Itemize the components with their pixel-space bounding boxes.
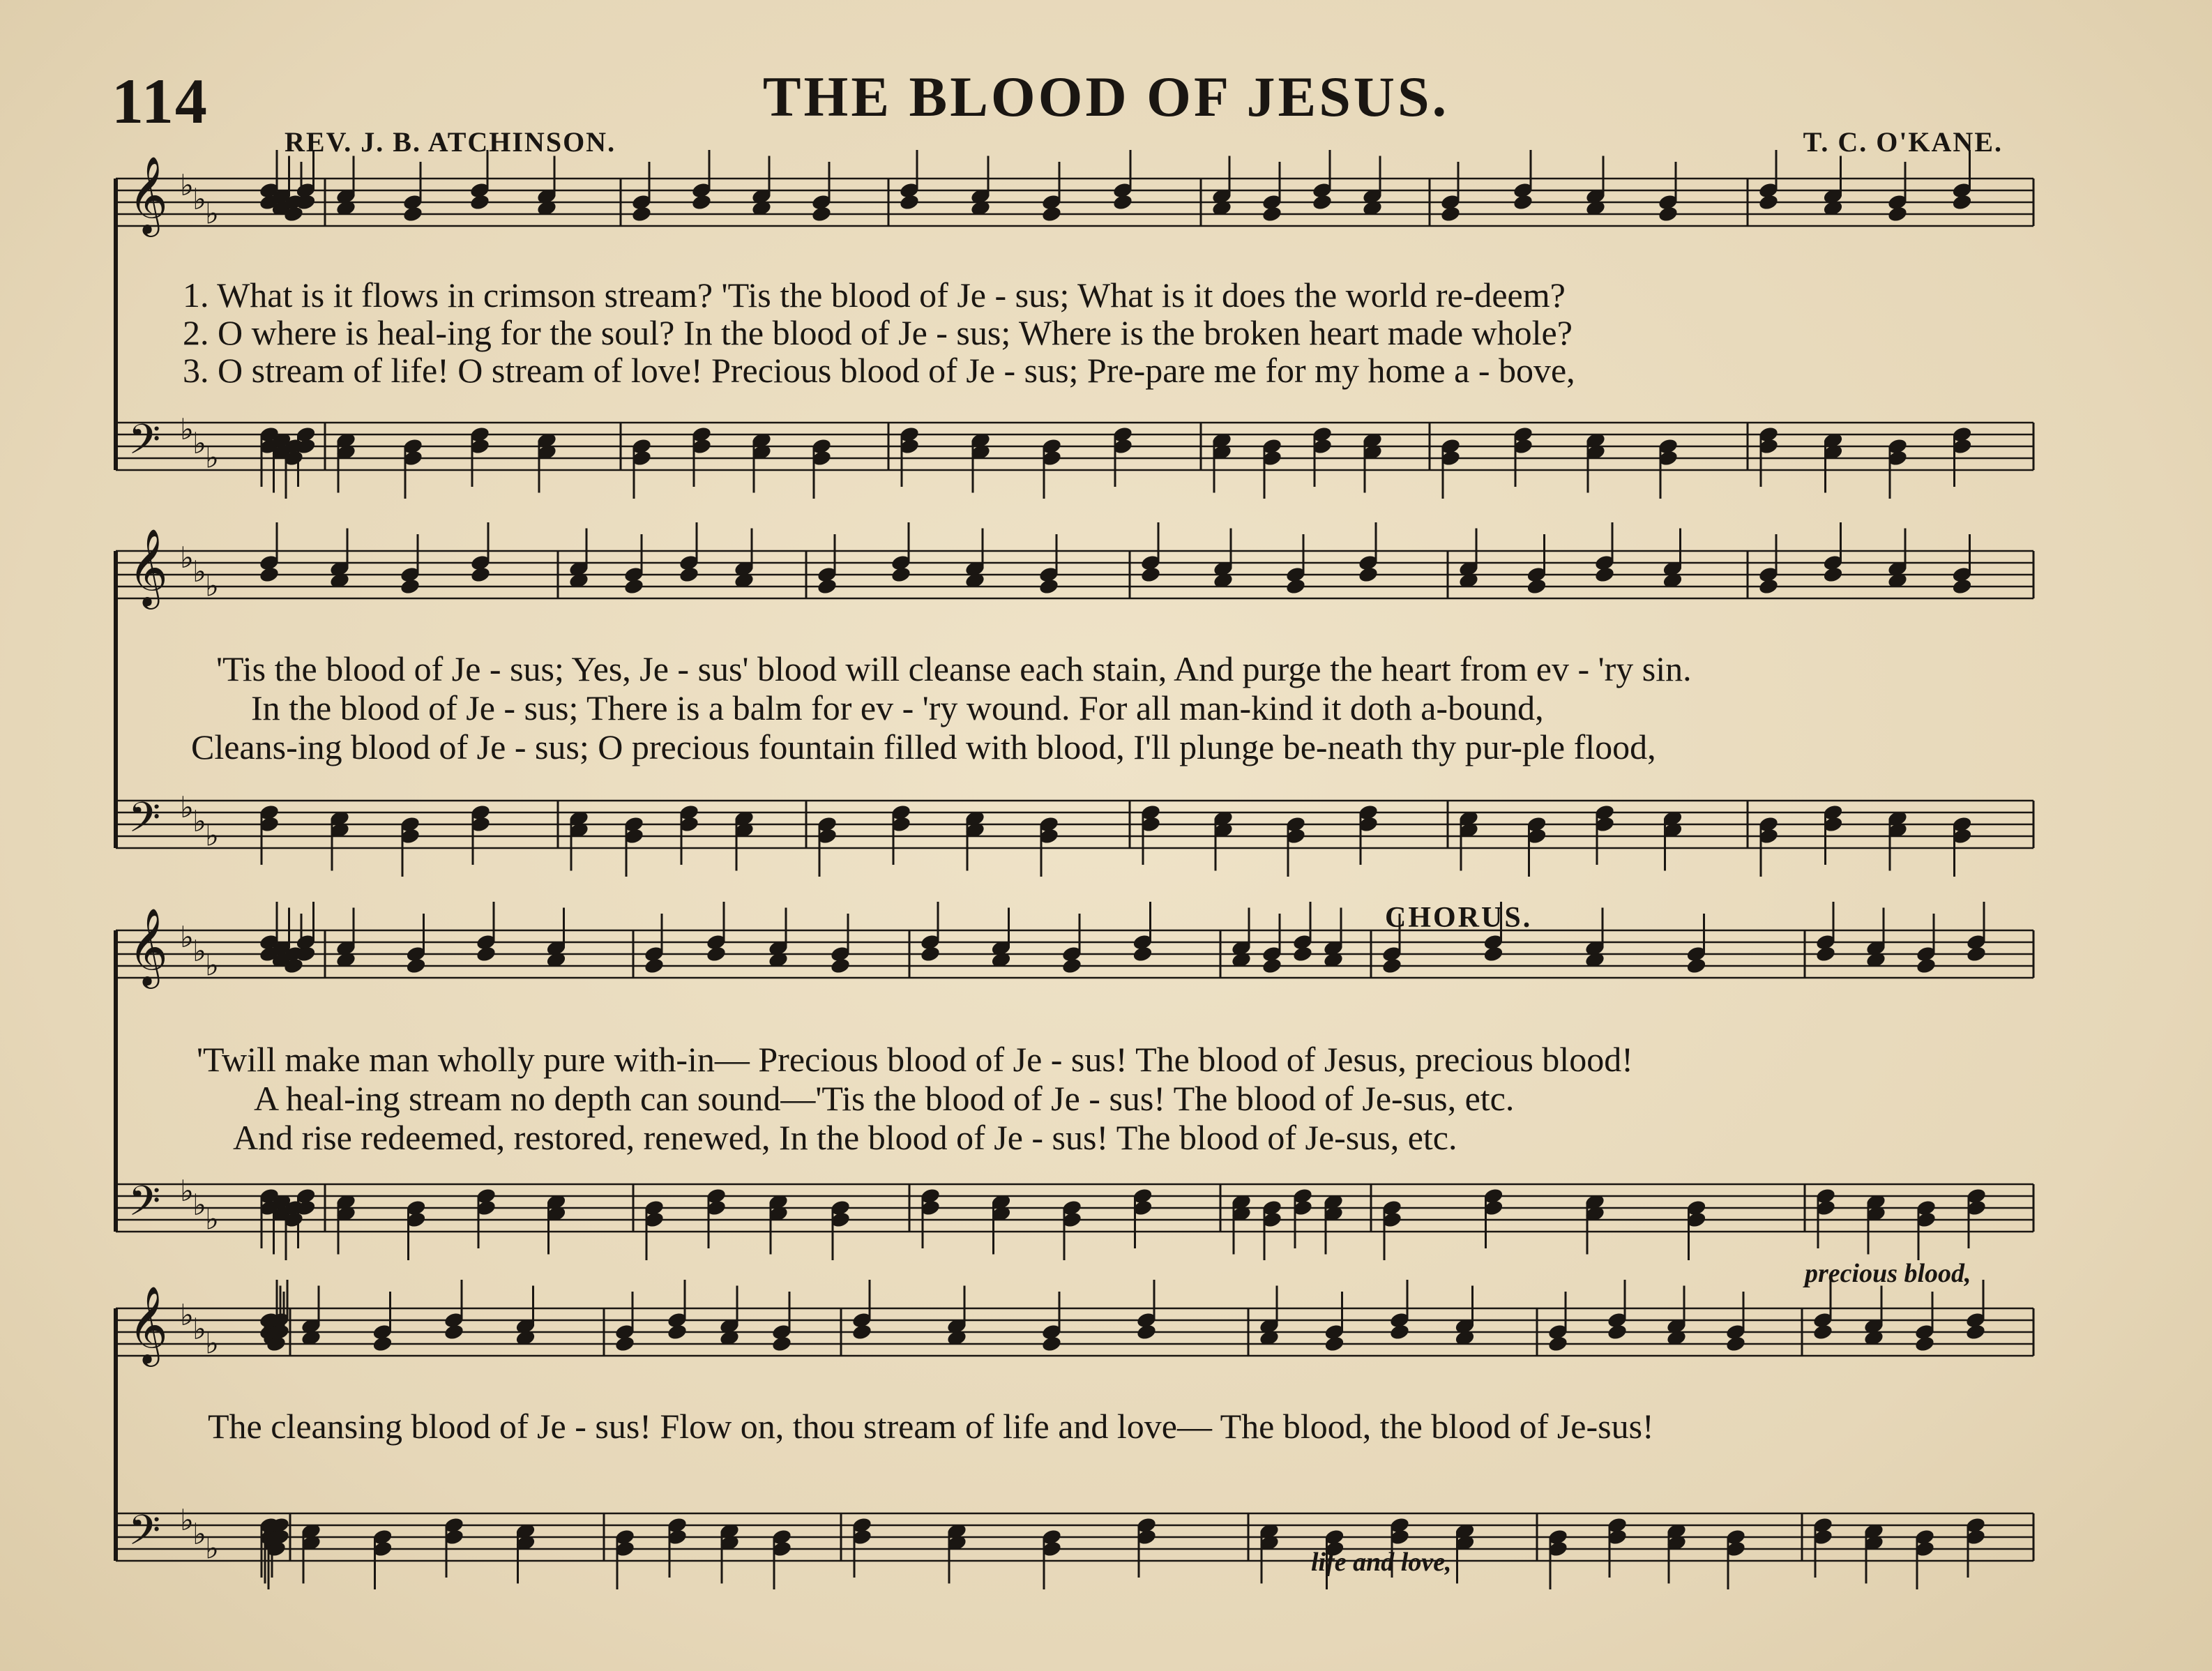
flat-sign-icon: ♭	[180, 540, 194, 575]
note-head	[631, 205, 653, 223]
note-head	[1132, 945, 1153, 963]
treble-clef-icon: 𝄞	[128, 528, 168, 607]
note-head	[1041, 1335, 1063, 1353]
lyricist-credit: REV. J. B. ATCHINSON.	[285, 126, 616, 158]
note-head	[1685, 957, 1707, 975]
lyric-line: And rise redeemed, restored, renewed, In the blood of Je - sus! The blood of Je-sus, etc.	[233, 1118, 1457, 1157]
note-head	[817, 577, 838, 596]
note-head	[470, 566, 492, 584]
flat-sign-icon: ♭	[192, 554, 206, 589]
note-head	[811, 205, 833, 223]
bass-clef-icon: 𝄢	[128, 1177, 161, 1236]
note-head	[1140, 566, 1162, 584]
flat-sign-icon: ♭	[180, 1502, 194, 1537]
flat-sign-icon: ♭	[192, 182, 206, 217]
bass-clef-icon: 𝄢	[128, 793, 161, 852]
lyric-line: The cleansing blood of Je - sus! Flow on, thou stream of life and love— The blood, the blood of Je-sus!	[208, 1407, 1654, 1446]
note-head	[259, 566, 280, 584]
note-head	[1038, 577, 1060, 596]
note-head	[899, 193, 921, 211]
note-head	[1483, 945, 1504, 963]
note-head	[1389, 1323, 1411, 1341]
note-head	[469, 193, 491, 211]
note-head	[1358, 566, 1379, 584]
note-head	[771, 1335, 793, 1353]
bass-clef-icon: 𝄢	[128, 415, 161, 474]
treble-clef-icon: 𝄞	[128, 1285, 168, 1364]
flat-sign-icon: ♭	[180, 1297, 194, 1332]
note-head	[1951, 577, 1973, 596]
flat-sign-icon: ♭	[192, 804, 206, 839]
note-head	[1262, 205, 1283, 223]
note-head	[623, 577, 645, 596]
flat-sign-icon: ♭	[205, 1202, 219, 1237]
note-head	[1758, 193, 1780, 211]
note-head	[614, 1335, 636, 1353]
note-head	[1815, 945, 1837, 963]
note-head	[1112, 193, 1134, 211]
note-head	[644, 957, 665, 975]
note-head	[1966, 945, 1987, 963]
flat-sign-icon: ♭	[192, 426, 206, 461]
note-head	[1607, 1323, 1628, 1341]
flat-sign-icon: ♭	[192, 934, 206, 969]
chorus-label: CHORUS.	[1385, 902, 1533, 934]
flat-sign-icon: ♭	[192, 1312, 206, 1347]
note-head	[1965, 1323, 1987, 1341]
note-head	[1312, 193, 1333, 211]
hymn-title: THE BLOOD OF JESUS.	[762, 65, 1450, 128]
lyric-line: 2. O where is heal-ing for the soul? In the blood of Je - sus; Where is the broken heart made whole?	[183, 313, 1573, 352]
note-head	[1292, 945, 1314, 963]
flat-sign-icon: ♭	[180, 411, 194, 446]
flat-sign-icon: ♭	[205, 196, 219, 231]
flat-sign-icon: ♭	[205, 948, 219, 983]
flat-sign-icon: ♭	[180, 789, 194, 824]
flat-sign-icon: ♭	[205, 1531, 219, 1566]
lyric-line: A heal-ing stream no depth can sound—'Tis the blood of Je - sus! The blood of Je-sus, etc.	[254, 1079, 1515, 1118]
flat-sign-icon: ♭	[180, 1173, 194, 1208]
note-head	[1758, 577, 1780, 596]
note-head	[1916, 957, 1937, 975]
flat-sign-icon: ♭	[180, 167, 194, 202]
note-head	[1324, 1335, 1345, 1353]
lyric-line: Cleans-ing blood of Je - sus; O precious fountain filled with blood, I'll plunge be-neath thy pur-ple flood,	[191, 727, 1656, 766]
lyric-line: In the blood of Je - sus; There is a balm for ev - 'ry wound. For all man-kind it doth a-bound,	[251, 688, 1544, 727]
treble-clef-icon: 𝄞	[128, 156, 168, 234]
flat-sign-icon: ♭	[180, 919, 194, 954]
note-head	[1887, 205, 1909, 223]
note-head	[691, 193, 713, 211]
note-head	[1285, 577, 1307, 596]
note-head	[679, 566, 700, 584]
lyric-line: 1. What is it flows in crimson stream? 'Tis the blood of Je - sus; What is it does the world re-deem?	[183, 275, 1566, 315]
note-head	[1440, 205, 1462, 223]
flat-sign-icon: ♭	[205, 1326, 219, 1361]
note-head	[920, 945, 941, 963]
note-head	[667, 1323, 688, 1341]
note-head	[1658, 205, 1679, 223]
note-head	[1381, 957, 1403, 975]
note-head	[1262, 957, 1283, 975]
lyric-line: 'Tis the blood of Je - sus; Yes, Je - sus' blood will cleanse each stain, And purge the heart from ev - 'ry sin.	[216, 649, 1692, 688]
note-head	[1547, 1335, 1569, 1353]
composer-credit: T. C. O'KANE.	[1803, 126, 2003, 158]
note-head	[891, 566, 912, 584]
flat-sign-icon: ♭	[192, 1517, 206, 1552]
note-head	[405, 957, 427, 975]
note-head	[1822, 566, 1844, 584]
note-head	[402, 205, 424, 223]
note-head	[372, 1335, 393, 1353]
lyric-line: 3. O stream of life! O stream of love! Precious blood of Je - sus; Pre-pare me for my home a - bove,	[183, 351, 1575, 390]
note-head	[851, 1323, 873, 1341]
note-head	[1725, 1335, 1747, 1353]
note-head	[1041, 205, 1063, 223]
note-head	[1513, 193, 1534, 211]
note-head	[1812, 1323, 1834, 1341]
note-head	[1951, 193, 1973, 211]
bass-clef-icon: 𝄢	[128, 1506, 161, 1565]
note-head	[444, 1323, 465, 1341]
note-head	[1594, 566, 1616, 584]
flat-sign-icon: ♭	[205, 440, 219, 475]
bass-part-text: precious blood,	[1805, 1259, 1971, 1288]
treble-clef-icon: 𝄞	[128, 907, 168, 986]
note-head	[1914, 1335, 1936, 1353]
bass-part-text: life and love,	[1311, 1548, 1452, 1577]
note-head	[706, 945, 727, 963]
note-head	[1526, 577, 1547, 596]
flat-sign-icon: ♭	[205, 568, 219, 603]
note-head	[476, 945, 497, 963]
note-head	[400, 577, 421, 596]
note-head	[830, 957, 851, 975]
hymn-number: 114	[112, 66, 209, 137]
lyric-line: 'Twill make man wholly pure with-in— Precious blood of Je - sus! The blood of Jesus, precious blood!	[197, 1040, 1633, 1079]
flat-sign-icon: ♭	[192, 1188, 206, 1223]
note-head	[1061, 957, 1083, 975]
flat-sign-icon: ♭	[205, 818, 219, 853]
note-head	[1136, 1323, 1158, 1341]
